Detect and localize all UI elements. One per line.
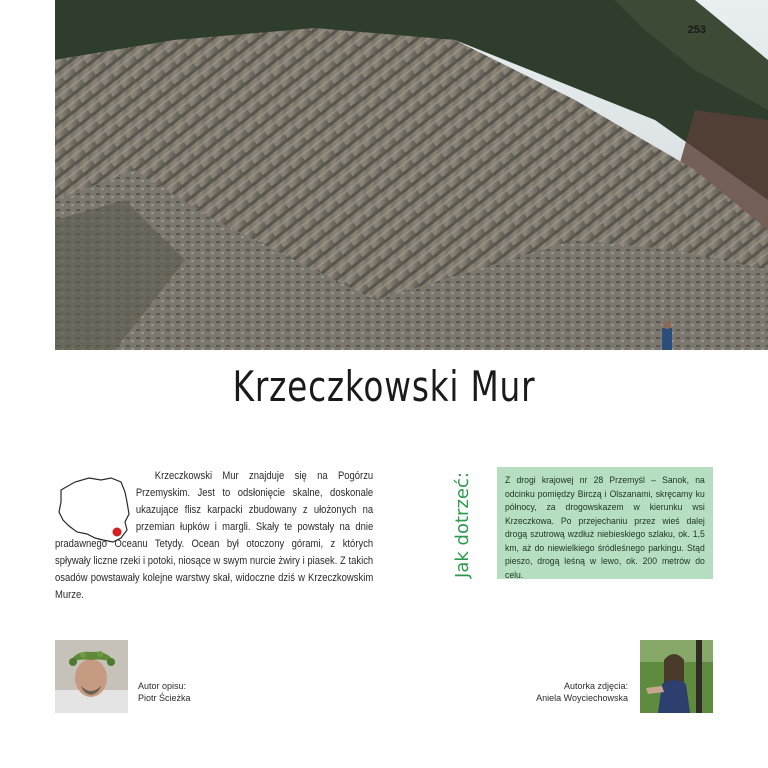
hero-photo	[55, 0, 768, 350]
author-credit	[138, 680, 191, 704]
rock-outcrop-illustration	[55, 0, 768, 350]
author-role: Autor opisu:	[138, 681, 187, 691]
page-title: Krzeczkowski Mur	[232, 362, 536, 411]
directions-label	[452, 470, 486, 580]
page-number: 253	[687, 24, 706, 36]
photographer-avatar	[640, 640, 713, 713]
photographer-role: Autorka zdjęcia:	[563, 681, 628, 691]
photographer-name: Aniela Woyciechowska	[536, 693, 628, 703]
directions-label-text: Jak dotrzeć:	[452, 472, 473, 578]
author-name: Piotr Ścieżka	[138, 693, 191, 703]
description-body: Krzeczkowski Mur znajduje się na Pogórzu Przemyskim. Jest to odsłonięcie skalne, doskonale ukazujące flisz karpacki zbudowany z ułożonych na przemian łupków i margli. Skały te powstały na dnie pradawnego Oceanu Tetydy. Ocean był otoczony górami, z których spływały liczne rzeki i potoki, niosące w swym nurcie żwiry i piasek. Z takich osadów powstawały kolejne warstwy skał, widoczne dziś w Krzeczkowskim Murze.	[55, 470, 374, 601]
directions-box	[497, 467, 713, 579]
description-text	[55, 468, 373, 604]
author-avatar	[55, 640, 128, 713]
directions-text: Z drogi krajowej nr 28 Przemyśl – Sanok, na odcinku pomiędzy Birczą i Olszanami, skręcamy ku północy, za drogowskazem w kierunku wsi Krzeczkowa. Po przejechaniu przez wieś dalej drogą szutrową wzdłuż niebieskiego szlaku, ok. 1,5 km, aż do niewielkiego śródleśnego parkingu. Stąd pieszo, drogą leśną w lewo, ok. 200 metrów do celu.	[505, 475, 705, 581]
photographer-credit	[536, 680, 628, 704]
